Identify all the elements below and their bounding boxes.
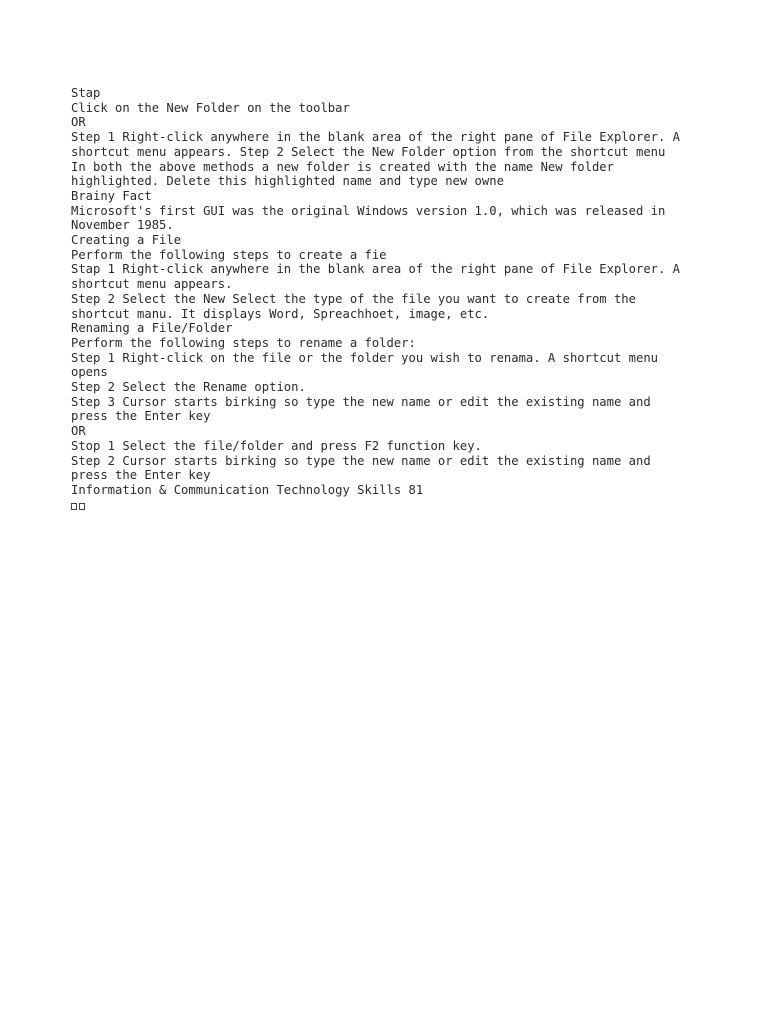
document-page [71, 86, 751, 510]
text-line: Step 2 Select the Rename option. [71, 380, 306, 395]
text-line: Microsoft's first GUI was the original Windows version 1.0, which was released in [71, 203, 666, 218]
text-line: Step 1 Right-click anywhere in the blank area of the right pane of File Explorer. A [71, 130, 681, 145]
text-line: Step 2 Select the New Select the type of the file you want to create from the [71, 291, 636, 306]
text-line: Perform the following steps to create a fie [71, 247, 387, 262]
missing-glyph-box-icon [79, 503, 85, 510]
missing-glyph-box-icon [71, 503, 77, 510]
text-line: shortcut menu appears. [71, 277, 233, 292]
missing-glyph-icon [71, 503, 751, 510]
text-line: opens [71, 365, 108, 380]
section-heading: Brainy Fact [71, 188, 152, 203]
text-line: November 1985. [71, 218, 174, 233]
text-line: Step 1 Right-click on the file or the folder you wish to renama. A shortcut menu [71, 350, 658, 365]
text-line: shortcut menu appears. Step 2 Select the New Folder option from the shortcut menu [71, 144, 666, 159]
text-line: shortcut manu. It displays Word, Spreachhoet, image, etc. [71, 306, 490, 321]
text-line: press the Enter key [71, 409, 211, 424]
text-line: Stop 1 Select the file/folder and press F2 function key. [71, 438, 482, 453]
text-line: highlighted. Delete this highlighted name and type new owne [71, 174, 504, 189]
text-line: Stap [71, 86, 101, 100]
text-line: Perform the following steps to rename a folder: [71, 335, 416, 350]
section-heading: Creating a File [71, 233, 182, 248]
text-line: Step 2 Cursor starts birking so type the new name or edit the existing name and [71, 453, 651, 468]
section-heading: Renaming a File/Folder [71, 321, 233, 336]
text-line: OR [71, 424, 86, 439]
page-footer: Information & Communication Technology Skills 81 [71, 482, 424, 497]
text-line: In both the above methods a new folder is created with the name New folder [71, 159, 614, 174]
text-line: Stap 1 Right-click anywhere in the blank area of the right pane of File Explorer. A [71, 262, 681, 277]
text-line: Step 3 Cursor starts birking so type the new name or edit the existing name and [71, 394, 651, 409]
text-line: OR [71, 115, 86, 130]
text-line: Click on the New Folder on the toolbar [71, 100, 350, 115]
text-line: press the Enter key [71, 468, 211, 483]
